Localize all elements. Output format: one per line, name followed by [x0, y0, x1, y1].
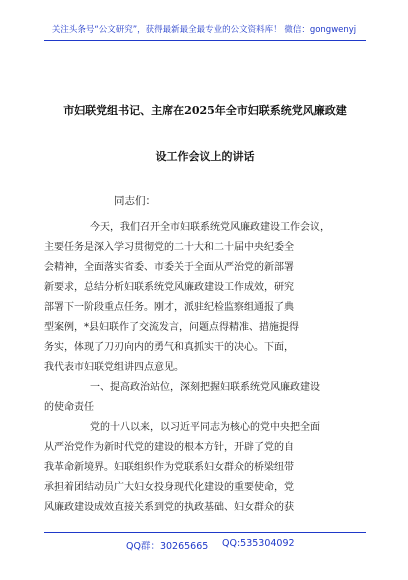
body-line: 党的十八以来，以习近平同志为核心的党中央把全面: [90, 422, 320, 433]
body-line: 从严治党作为新时代党的建设的根本方针，开辟了党的自: [44, 442, 294, 453]
body-line: 承担着团结动员广大妇女投身现代化建设的重要使命，党: [44, 482, 294, 493]
document-title-line-2: 设工作会议上的讲话: [155, 150, 255, 163]
qq-contact-text: QQ:535304092: [222, 538, 295, 549]
footer-divider: [44, 532, 366, 533]
body-line: 新要求，总结分析妇联系统党风廉政建设工作成效，研究: [44, 282, 294, 293]
body-line: 型案例，*县妇联作了交流发言，问题点得精准、措施提得: [44, 322, 299, 333]
contact-footer: [0, 538, 408, 552]
body-line: 务实，体现了刀刃向内的勇气和真抓实干的决心。下面，: [44, 342, 294, 353]
promo-header: 关注头条号“公文研究”，获得最新最全最专业的公文资料库！ 微信：gongwenyj: [51, 25, 357, 35]
body-line: 我革命新境界。妇联组织作为党联系妇女群众的桥梁纽带: [44, 462, 294, 473]
document-title-line-1: 市妇联党组书记、主席在2025年全市妇联系统党风廉政建: [63, 104, 347, 117]
body-line: 会精神，全面落实省委、市委关于全面从严治党的新部署: [44, 262, 294, 273]
body-line: 我代表市妇联党组讲四点意见。: [44, 362, 184, 373]
qq-group-text: QQ群：30265665: [126, 541, 209, 552]
salutation: 同志们：: [114, 195, 156, 207]
body-line: 主要任务是深入学习贯彻党的二十大和二十届中央纪委全: [44, 242, 294, 253]
body-line: 部署下一阶段重点任务。刚才，派驻纪检监察组通报了典: [44, 302, 294, 313]
section-heading-line: 的使命责任: [44, 402, 94, 413]
body-line: 今天，我们召开全市妇联系统党风廉政建设工作会议，: [90, 222, 330, 233]
header-divider: [44, 40, 366, 41]
body-text: [44, 218, 366, 518]
section-heading-line: 一、提高政治站位，深刻把握妇联系统党风廉政建设: [90, 382, 320, 393]
body-line: 风廉政建设成效直接关系到党的执政基础、妇女群众的获: [44, 502, 294, 513]
